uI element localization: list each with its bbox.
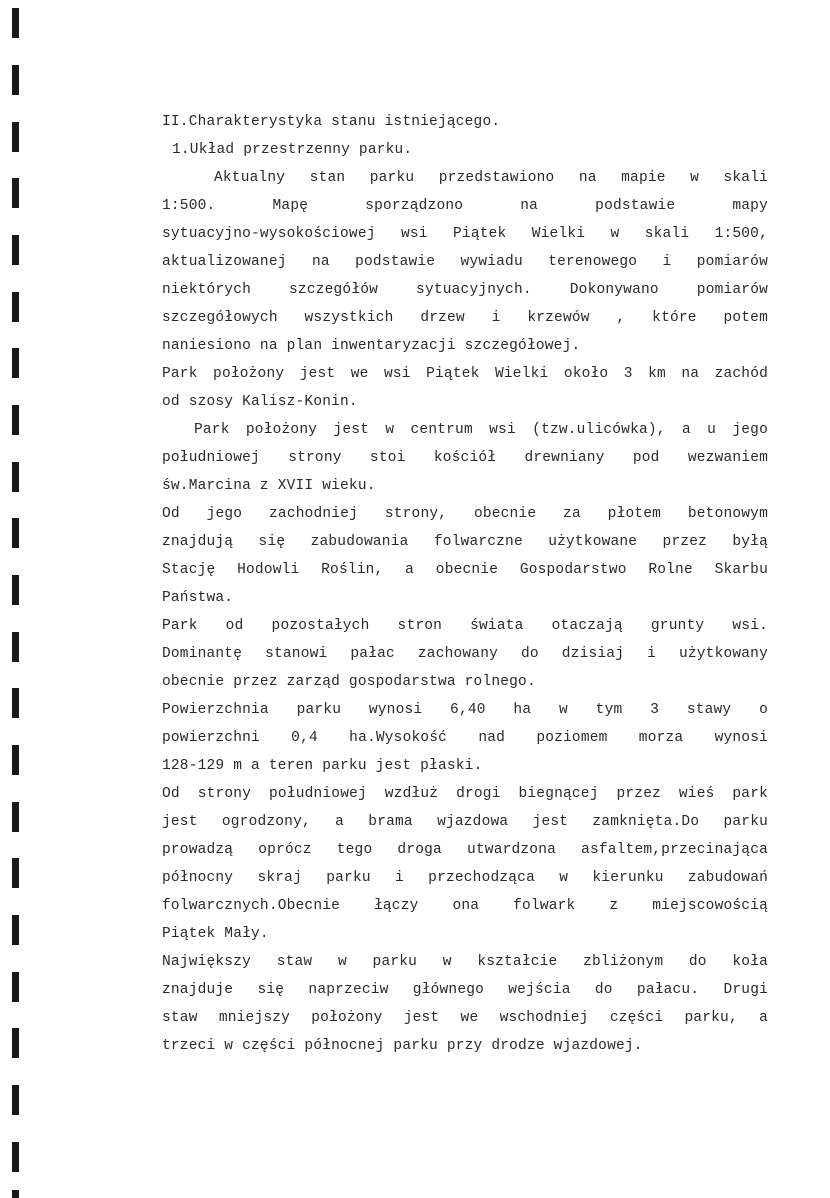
- text-line: trzeci w części północnej parku przy drodze wjazdowej.: [162, 1038, 643, 1054]
- text-line: 1:500. Mapę sporządzono na podstawie mapy: [162, 198, 768, 214]
- text-line: Powierzchnia parku wynosi 6,40 ha w tym 3 stawy o: [162, 702, 768, 718]
- text-line: staw mniejszy położony jest we wschodniej części parku, a: [162, 1010, 768, 1026]
- text-line: Park od pozostałych stron świata otaczają grunty wsi.: [162, 618, 768, 634]
- binding-mark: [12, 65, 19, 95]
- binding-mark: [12, 235, 19, 265]
- text-line: naniesiono na plan inwentaryzacji szczegółowej.: [162, 338, 581, 354]
- binding-mark: [12, 1085, 19, 1115]
- binding-mark: [12, 575, 19, 605]
- text-line: południowej strony stoi kościół drewniany pod wezwaniem: [162, 450, 768, 466]
- text-line: północny skraj parku i przechodząca w kierunku zabudowań: [162, 870, 768, 886]
- binding-mark: [12, 1190, 19, 1198]
- text-line: Park położony jest we wsi Piątek Wielki około 3 km na zachód: [162, 366, 768, 382]
- text-line: Aktualny stan parku przedstawiono na mapie w skali: [214, 170, 768, 186]
- text-line: szczegółowych wszystkich drzew i krzewów , które potem: [162, 310, 768, 326]
- text-line: 128-129 m a teren parku jest płaski.: [162, 758, 483, 774]
- text-line: sytuacyjno-wysokościowej wsi Piątek Wielki w skali 1:500,: [162, 226, 768, 242]
- text-line: znajduje się naprzeciw głównego wejścia do pałacu. Drugi: [162, 982, 768, 998]
- binding-mark: [12, 915, 19, 945]
- binding-mark: [12, 292, 19, 322]
- text-line: św.Marcina z XVII wieku.: [162, 478, 376, 494]
- text-line: Od strony południowej wzdłuż drogi biegnącej przez wieś park: [162, 786, 768, 802]
- binding-mark: [12, 348, 19, 378]
- binding-mark: [12, 122, 19, 152]
- text-line: II.Charakterystyka stanu istniejącego.: [162, 114, 501, 130]
- text-line: Park położony jest w centrum wsi (tzw.ulicówka), a u jego: [194, 422, 768, 438]
- binding-mark: [12, 688, 19, 718]
- binding-mark: [12, 972, 19, 1002]
- text-line: znajdują się zabudowania folwarczne użytkowane przez byłą: [162, 534, 768, 550]
- binding-mark: [12, 802, 19, 832]
- binding-mark: [12, 518, 19, 548]
- text-line: aktualizowanej na podstawie wywiadu terenowego i pomiarów: [162, 254, 768, 270]
- binding-mark: [12, 1028, 19, 1058]
- text-line: 1.Układ przestrzenny parku.: [172, 142, 413, 158]
- text-line: powierzchni 0,4 ha.Wysokość nad poziomem morza wynosi: [162, 730, 768, 746]
- text-line: Państwa.: [162, 590, 234, 606]
- text-line: Od jego zachodniej strony, obecnie za płotem betonowym: [162, 506, 768, 522]
- text-line: folwarcznych.Obecnie łączy ona folwark z miejscowością: [162, 898, 768, 914]
- binding-mark: [12, 858, 19, 888]
- binding-mark: [12, 405, 19, 435]
- text-line: od szosy Kalisz-Konin.: [162, 394, 358, 410]
- binding-mark: [12, 745, 19, 775]
- text-line: Dominantę stanowi pałac zachowany do dzisiaj i użytkowany: [162, 646, 768, 662]
- text-line: prowadzą oprócz tego droga utwardzona asfaltem,przecinająca: [162, 842, 768, 858]
- text-line: obecnie przez zarząd gospodarstwa rolnego.: [162, 674, 536, 690]
- text-line: Stację Hodowli Roślin, a obecnie Gospodarstwo Rolne Skarbu: [162, 562, 768, 578]
- binding-mark: [12, 1142, 19, 1172]
- binding-mark: [12, 178, 19, 208]
- text-line: niektórych szczegółów sytuacyjnych. Dokonywano pomiarów: [162, 282, 768, 298]
- binding-mark: [12, 8, 19, 38]
- text-line: Piątek Mały.: [162, 926, 269, 942]
- binding-margin: [0, 0, 30, 1198]
- text-line: jest ogrodzony, a brama wjazdowa jest zamknięta.Do parku: [162, 814, 768, 830]
- binding-mark: [12, 632, 19, 662]
- text-line: Największy staw w parku w kształcie zbliżonym do koła: [162, 954, 768, 970]
- binding-mark: [12, 462, 19, 492]
